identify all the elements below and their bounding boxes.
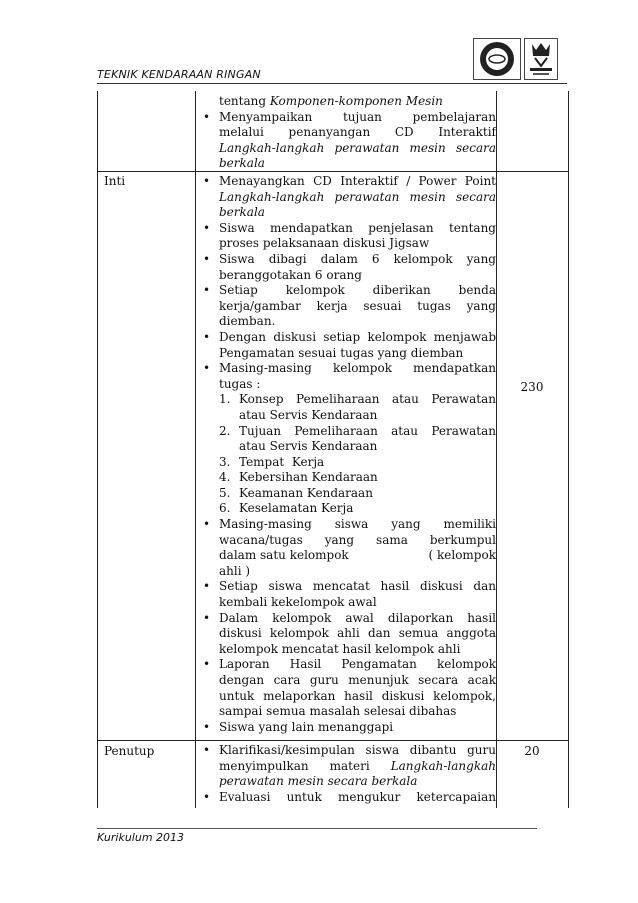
row-label-penutup: Penutup (104, 744, 155, 758)
list-item: • Dalam kelompok awal dilaporkan hasil diskusi kelompok ahli dan semua anggota kelompok mencatat hasil kelompok ahli (200, 611, 496, 658)
score-inti: 230 (520, 380, 544, 394)
task-item: 5. Keamanan Kendaraan (219, 485, 373, 500)
footer-rule (97, 828, 537, 829)
score-penutup: 20 (524, 744, 540, 758)
task-item: 2. Tujuan Pemeliharaan atau Perawatan atau Servis Kendaraan (219, 423, 496, 454)
list-item: • Menayangkan CD Interaktif / Power Point Langkah-langkah perawatan mesin secara berkala (200, 174, 496, 221)
lesson-activity-table (97, 91, 569, 808)
row-divider (98, 740, 568, 741)
list-item: • Laporan Hasil Pengamatan kelompok dengan cara guru menunjuk secara acak untuk melaporkan hasil diskusi kelompok, sampai semua masalah selesai dibahas (200, 657, 496, 719)
list-item: • Menyampaikan tujuan pembelajaran melalui penanyangan CD Interaktif Langkah-langkah perawatan mesin secara berkala (200, 110, 496, 172)
list-item: • Siswa mendapatkan penjelasan tentang proses pelaksanaan diskusi Jigsaw (200, 221, 496, 252)
list-item: • Dengan diskusi setiap kelompok menjawab Pengamatan sesuai tugas yang diemban (200, 330, 496, 361)
inti-row-content (200, 174, 496, 735)
certification-seal-icon (473, 38, 521, 80)
top-row-content (200, 94, 496, 172)
column-divider (195, 91, 196, 808)
task-item: 3. Tempat Kerja (219, 454, 325, 469)
penutup-row-content (200, 743, 496, 805)
ukas-crown-logo-icon (524, 38, 558, 80)
task-item: 6. Keselamatan Kerja (219, 501, 354, 516)
task-item: 1. Konsep Pemeliharaan atau Perawatan atau Servis Kendaraan (219, 392, 496, 422)
page-footer: Kurikulum 2013 (97, 831, 185, 844)
list-item: • Setiap siswa mencatat hasil diskusi dan kembali kekelompok awal (200, 579, 496, 610)
list-item: • Evaluasi untuk mengukur ketercapaian (200, 790, 496, 806)
header-rule (97, 83, 567, 84)
list-item: • Klarifikasi/kesimpulan siswa dibantu guru menyimpulkan materi Langkah-langkah perawatan mesin secara berkala (200, 743, 496, 790)
list-item: • Siswa dibagi dalam 6 kelompok yang beranggotakan 6 orang (200, 252, 496, 283)
list-item: • Masing-masing kelompok mendapatkan tugas : 1. Konsep Pemeliharaan atau Perawatan atau Servis Kendaraan 2. Tujuan Pemeliharaan atau Perawatan atau Servis Kendaraan 3. Tempat Kerja 4. Kebersihan Kendaraan 5. Keamanan Kendaraan 6. Keselamatan Kerja (200, 361, 496, 517)
continuation-line: tentang Komponen-komponen Mesin (219, 94, 443, 108)
list-item: • Siswa yang lain menanggapi (200, 720, 496, 736)
list-item: • Masing-masing siswa yang memiliki wacana/tugas yang sama berkumpul dalam satu kelompok ( kelompok ahli ) (200, 517, 496, 579)
row-label-inti: Inti (104, 174, 126, 188)
task-list (219, 392, 496, 517)
page-header-title: TEKNIK KENDARAAN RINGAN (97, 68, 261, 81)
column-divider (496, 91, 497, 808)
task-item: 4. Kebersihan Kendaraan (219, 470, 378, 485)
list-item: • Setiap kelompok diberikan benda kerja/gambar kerja sesuai tugas yang diemban. (200, 283, 496, 330)
